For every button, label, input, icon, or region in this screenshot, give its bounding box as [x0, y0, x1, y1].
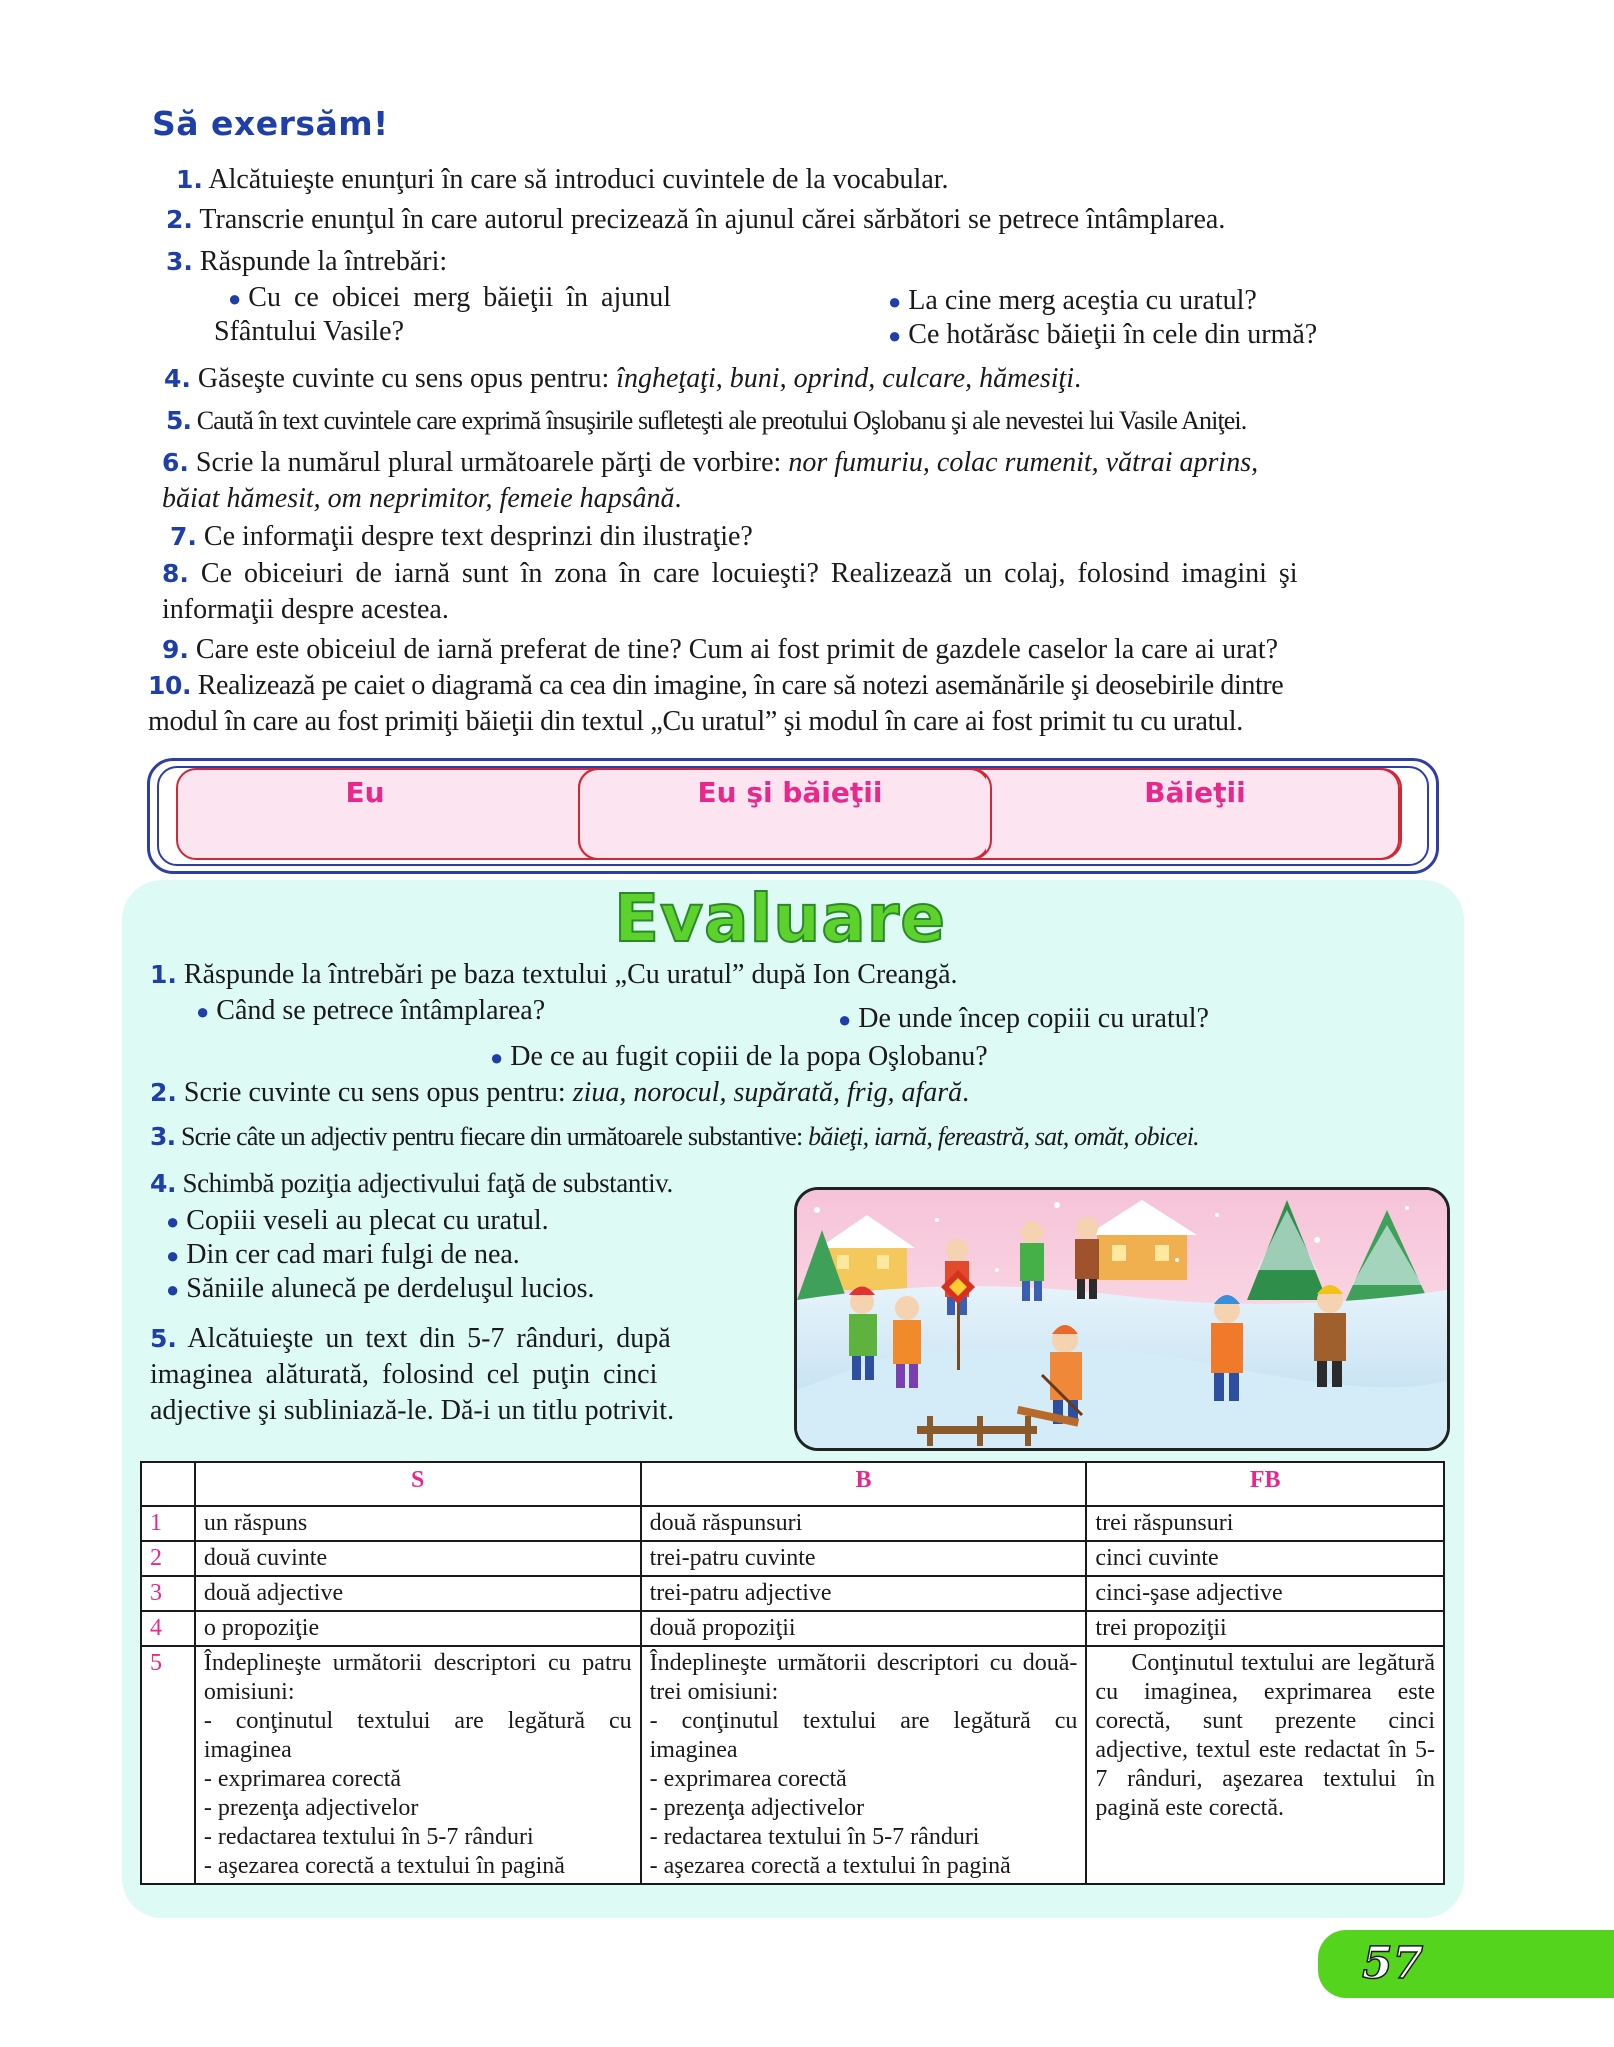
question-text: Schimbă poziţia adjectivului faţă de substantiv. — [182, 1168, 673, 1198]
descriptor: - exprimarea corectă — [649, 1766, 847, 1792]
eval-bullet — [166, 1204, 549, 1239]
descriptor: - exprimarea corectă — [203, 1766, 402, 1792]
table-header-s: S — [195, 1462, 641, 1506]
bullet-text: La cine merg aceştia cu uratul? — [908, 285, 1257, 316]
exercise-number: 1. — [176, 165, 203, 194]
cell-b: trei-patru cuvinte — [641, 1541, 1087, 1576]
bullet-text: De ce au fugit copiii de la popa Oşlobanu? — [510, 1041, 988, 1072]
exercise-8-cont: informaţii despre acestea. — [162, 594, 449, 625]
table-header-empty — [141, 1462, 195, 1506]
cell-fb: Conţinutul textului are legătură cu imaginea, exprimarea este corectă, sunt prezente cinci adjective, textul este redactat în 5-7 rânduri, aşezarea textului în pagină este corectă. — [1086, 1646, 1444, 1884]
eval-bullet — [166, 1272, 595, 1307]
evaluation-title: Evaluare — [613, 880, 947, 957]
bullet-text: Când se petrece întâmplarea? — [216, 995, 546, 1026]
descriptor: - redactarea textului în 5-7 rânduri — [203, 1824, 534, 1850]
eval-bullet — [166, 1238, 520, 1273]
question-text: Scrie câte un adjectiv pentru fiecare din următoarele substantive: — [181, 1122, 809, 1151]
exercise-6 — [162, 446, 1258, 480]
cell-s: o propoziţie — [195, 1611, 641, 1646]
question-bullet-cont: Sfântului Vasile? — [214, 316, 405, 347]
bullet-icon: ● — [166, 1209, 180, 1234]
bullet-text: De unde încep copiii cu uratul? — [858, 1003, 1209, 1034]
row-number: 2 — [141, 1541, 195, 1576]
exercise-end: . — [1074, 363, 1082, 394]
bullet-icon: ● — [166, 1277, 180, 1302]
exercise-text: Care este obiceiul de iarnă preferat de tine? Cum ai fost primit de gazdele caselor la care ai urat? — [195, 634, 1279, 665]
evaluation-rubric-table — [140, 1461, 1445, 1885]
cell-fb: trei propoziţii — [1086, 1611, 1444, 1646]
exercise-number: 7. — [170, 522, 197, 551]
exercise-number: 10. — [148, 671, 192, 700]
exercise-number: 3. — [166, 247, 193, 276]
winter-illustration — [794, 1187, 1450, 1451]
bullet-text: Copiii veseli au plecat cu uratul. — [186, 1205, 549, 1236]
exercise-words: nor fumuriu, colac rumenit, vătrai aprins, — [788, 447, 1259, 478]
exercise-2 — [166, 203, 1225, 237]
bullet-icon: ● — [888, 289, 902, 314]
carolers-scene-image — [797, 1190, 1447, 1448]
descriptor: - aşezarea corectă a textului în pagină — [649, 1853, 1011, 1879]
table-row — [141, 1611, 1444, 1646]
descriptor-intro: Îndeplineşte următorii descriptori cu patru omisiuni: — [203, 1650, 632, 1705]
cell-s: două adjective — [195, 1576, 641, 1611]
eval-question-4 — [150, 1166, 673, 1201]
question-number: 4. — [150, 1169, 177, 1198]
eval-question-2 — [150, 1076, 969, 1110]
eval-bullet — [196, 994, 545, 1029]
row-number: 5 — [141, 1646, 195, 1884]
descriptor: - prezenţa adjectivelor — [203, 1795, 419, 1821]
question-text: Alcătuieşte un text din 5-7 rânduri, după — [187, 1323, 671, 1354]
exercise-number: 5. — [166, 406, 192, 435]
bullet-text: Cu ce obicei merg băieţii în ajunul — [248, 282, 672, 313]
diagram-label-both: Eu şi băieţii — [697, 776, 883, 809]
exercise-10-cont: modul în care au fost primiţi băieţii din textul „Cu uratul” şi modul în care ai fost primit tu cu uratul. — [148, 706, 1243, 737]
descriptor: - aşezarea corectă a textului în pagină — [203, 1853, 565, 1879]
eval-bullet — [838, 1002, 1209, 1037]
question-number: 2. — [150, 1078, 177, 1107]
diagram-label-eu: Eu — [345, 776, 385, 809]
question-bullet — [888, 284, 1257, 319]
descriptor-intro: Îndeplineşte următorii descriptori cu două-trei omisiuni: — [649, 1650, 1078, 1705]
exercise-3 — [166, 245, 447, 279]
exercise-text: Caută în text cuvintele care exprimă însuşirile sufleteşti ale preotului Oşlobanu şi ale nevestei lui Vasile Aniţei. — [196, 406, 1247, 435]
table-header-b: B — [641, 1462, 1087, 1506]
bullet-text: Din cer cad mari fulgi de nea. — [186, 1239, 520, 1270]
descriptor: - redactarea textului în 5-7 rânduri — [649, 1824, 980, 1850]
exercise-9 — [162, 633, 1278, 667]
question-words: băieţi, iarnă, fereastră, sat, omăt, obicei. — [808, 1122, 1199, 1151]
table-row — [141, 1576, 1444, 1611]
table-row — [141, 1506, 1444, 1541]
cell-fb: cinci cuvinte — [1086, 1541, 1444, 1576]
eval-question-3 — [150, 1120, 1199, 1154]
exercise-text: Scrie la numărul plural următoarele părţi de vorbire: — [195, 447, 789, 478]
question-number: 3. — [150, 1122, 176, 1151]
exercise-4 — [164, 362, 1081, 396]
eval-question-5-line3: adjective şi subliniază-le. Dă-i un titlu potrivit. — [150, 1395, 675, 1426]
bullet-icon: ● — [838, 1007, 852, 1032]
cell-b: două propoziţii — [641, 1611, 1087, 1646]
bullet-icon: ● — [196, 999, 210, 1024]
exercise-1 — [176, 163, 949, 197]
descriptor: - prezenţa adjectivelor — [649, 1795, 865, 1821]
cell-b: două răspunsuri — [641, 1506, 1087, 1541]
exercise-7 — [170, 520, 753, 554]
exercise-text: Ce obiceiuri de iarnă sunt în zona în care locuieşti? Realizează un colaj, folosind imagini şi — [200, 558, 1298, 589]
table-header-row — [141, 1462, 1444, 1506]
cell-b: trei-patru adjective — [641, 1576, 1087, 1611]
question-number: 1. — [150, 960, 177, 989]
question-bullet — [888, 318, 1317, 353]
exercise-words: băiat hămesit, om neprimitor, femeie hapsână — [162, 483, 675, 514]
exercise-number: 2. — [166, 205, 193, 234]
exercise-text: Transcrie enunţul în care autorul precizează în ajunul cărei sărbători se petrece întâmplarea. — [199, 204, 1226, 235]
eval-bullet — [490, 1040, 988, 1075]
question-text: Scrie cuvinte cu sens opus pentru: — [183, 1077, 573, 1108]
cell-s: un răspuns — [195, 1506, 641, 1541]
table-row — [141, 1646, 1444, 1884]
exercise-text: Alcătuieşte enunţuri în care să introduci cuvintele de la vocabular. — [208, 164, 949, 195]
cell-fb: cinci-şase adjective — [1086, 1576, 1444, 1611]
row-number: 1 — [141, 1506, 195, 1541]
question-end: . — [962, 1077, 970, 1108]
bullet-text: Săniile alunecă pe derdeluşul lucios. — [186, 1273, 595, 1304]
exercise-10 — [148, 669, 1283, 703]
exercise-end: . — [674, 483, 682, 514]
bullet-icon: ● — [166, 1243, 180, 1268]
eval-question-5 — [150, 1322, 750, 1356]
eval-question-5-line2: imaginea alăturată, folosind cel puţin cinci — [150, 1359, 658, 1390]
table-header-fb: FB — [1086, 1462, 1444, 1506]
descriptor: - conţinutul textului are legătură cu imaginea — [203, 1708, 632, 1763]
question-number: 5. — [150, 1324, 177, 1353]
descriptor: - conţinutul textului are legătură cu imaginea — [649, 1708, 1078, 1763]
bullet-icon: ● — [888, 323, 902, 348]
exercise-text: Realizează pe caiet o diagramă ca cea din imagine, în care să notezi asemănările şi deosebirile dintre — [197, 670, 1284, 701]
bullet-icon: ● — [490, 1045, 504, 1070]
cell-s: două cuvinte — [195, 1541, 641, 1576]
eval-question-1 — [150, 958, 958, 992]
exercise-text: Ce informaţii despre text desprinzi din ilustraţie? — [203, 521, 753, 552]
exercise-number: 4. — [164, 364, 191, 393]
cell-s — [195, 1646, 641, 1884]
question-words: ziua, norocul, supărată, frig, afară — [572, 1077, 963, 1108]
row-number: 4 — [141, 1611, 195, 1646]
exercise-number: 8. — [162, 559, 189, 588]
exercise-number: 6. — [162, 448, 189, 477]
cell-fb: trei răspunsuri — [1086, 1506, 1444, 1541]
section-heading: Să exersăm! — [152, 104, 389, 143]
question-text: Răspunde la întrebări pe baza textului „Cu uratul” după Ion Creangă. — [183, 959, 958, 990]
bullet-icon: ● — [228, 286, 242, 311]
exercise-number: 9. — [162, 635, 189, 664]
table-row — [141, 1541, 1444, 1576]
diagram-label-baietii: Băieţii — [1144, 776, 1246, 809]
bullet-text: Ce hotărăsc băieţii în cele din urmă? — [908, 319, 1318, 350]
exercise-words: îngheţaţi, buni, oprind, culcare, hămesiţi — [616, 363, 1075, 394]
page-number: 57 — [1362, 1938, 1424, 1989]
exercise-5 — [166, 404, 1246, 438]
page-number-tab — [1318, 1930, 1614, 1998]
row-number: 3 — [141, 1576, 195, 1611]
cell-b — [641, 1646, 1087, 1884]
question-bullet — [228, 281, 671, 316]
exercise-text: Găseşte cuvinte cu sens opus pentru: — [197, 363, 617, 394]
exercise-6-cont — [162, 482, 682, 516]
exercise-8 — [162, 557, 1298, 591]
exercise-text: Răspunde la întrebări: — [199, 246, 448, 277]
